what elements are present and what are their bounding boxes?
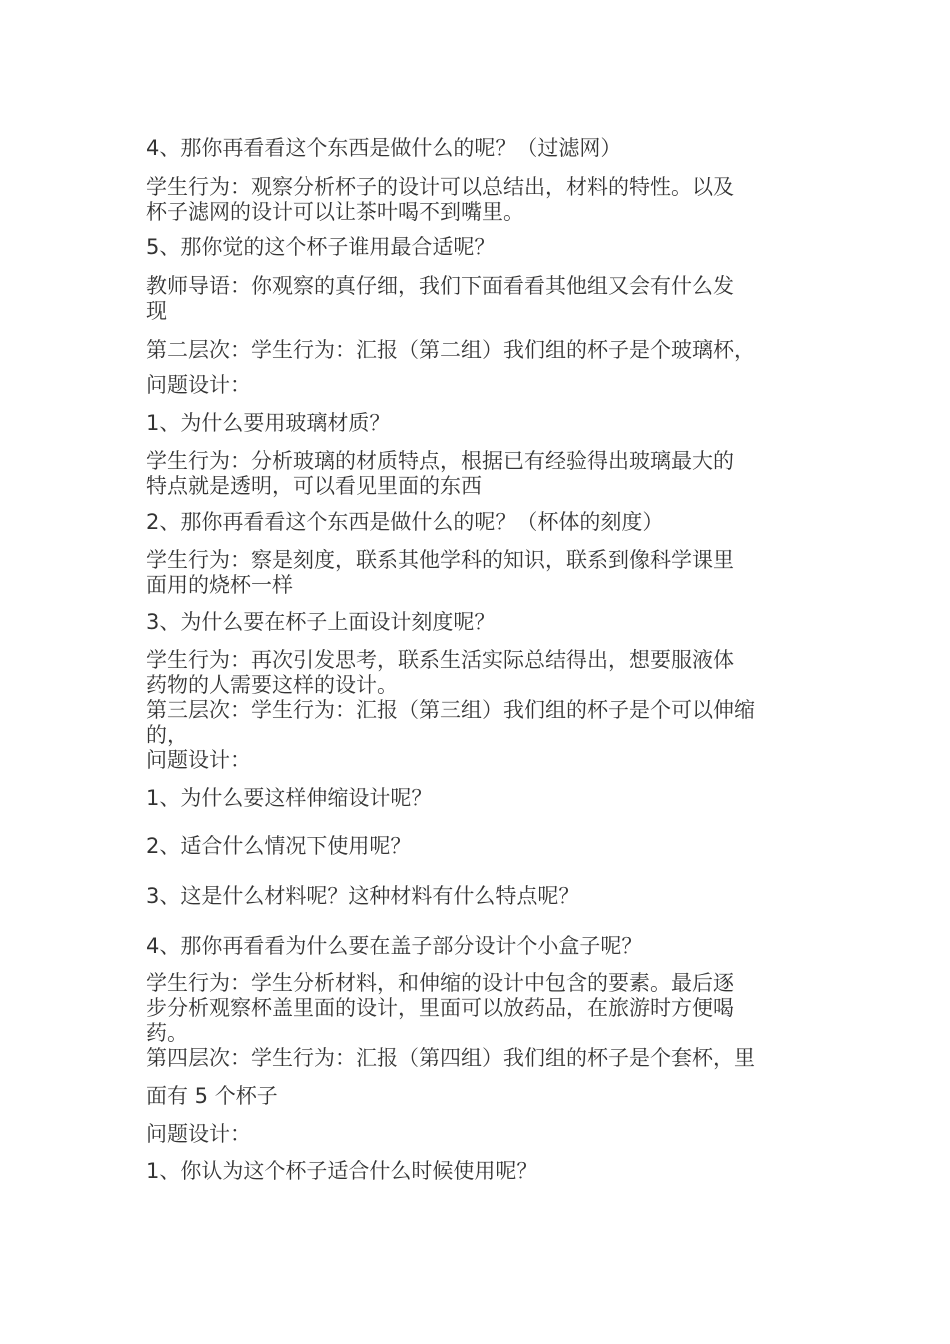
question-line: 5、那你觉的这个杯子谁用最合适呢？ (146, 235, 496, 259)
student-behavior-line: 药物的人需要这样的设计。 (146, 673, 398, 697)
student-behavior-line: 学生行为：再次引发思考，联系生活实际总结得出，想要服液体 (146, 648, 734, 672)
level-heading: 第四层次：学生行为：汇报（第四组）我们组的杯子是个套杯，里 (146, 1046, 755, 1070)
student-behavior-line: 特点就是透明，可以看见里面的东西 (146, 474, 482, 498)
question-line: 1、为什么要这样伸缩设计呢？ (146, 786, 433, 810)
level-heading: 的， (146, 723, 188, 747)
level-heading: 第二层次：学生行为：汇报（第二组）我们组的杯子是个玻璃杯， (146, 338, 755, 362)
question-line: 4、那你再看看这个东西是做什么的呢？（过滤网） (146, 136, 622, 160)
question-line: 4、那你再看看为什么要在盖子部分设计个小盒子呢？ (146, 934, 643, 958)
student-behavior-line: 面用的烧杯一样 (146, 573, 293, 597)
question-line: 3、这是什么材料呢？这种材料有什么特点呢？ (146, 884, 580, 908)
teacher-guide-line: 现 (146, 299, 167, 323)
question-design-label: 问题设计： (146, 748, 251, 772)
student-behavior-line: 杯子滤网的设计可以让茶叶喝不到嘴里。 (146, 200, 524, 224)
question-line: 1、为什么要用玻璃材质？ (146, 411, 391, 435)
question-line: 2、那你再看看这个东西是做什么的呢？（杯体的刻度） (146, 510, 664, 534)
student-behavior-line: 学生行为：学生分析材料，和伸缩的设计中包含的要素。最后逐 (146, 971, 734, 995)
question-line: 2、适合什么情况下使用呢？ (146, 834, 412, 858)
question-line: 1、你认为这个杯子适合什么时候使用呢？ (146, 1159, 538, 1183)
question-design-label: 问题设计： (146, 1122, 251, 1146)
question-line: 3、为什么要在杯子上面设计刻度呢？ (146, 610, 496, 634)
teacher-guide-line: 教师导语：你观察的真仔细，我们下面看看其他组又会有什么发 (146, 274, 734, 298)
student-behavior-line: 学生行为：分析玻璃的材质特点，根据已有经验得出玻璃最大的 (146, 449, 734, 473)
student-behavior-line: 学生行为：察是刻度，联系其他学科的知识，联系到像科学课里 (146, 548, 734, 572)
student-behavior-line: 学生行为：观察分析杯子的设计可以总结出，材料的特性。以及 (146, 175, 734, 199)
level-heading: 面有 5 个杯子 (146, 1084, 278, 1108)
level-heading: 第三层次：学生行为：汇报（第三组）我们组的杯子是个可以伸缩 (146, 698, 755, 722)
question-design-label: 问题设计： (146, 373, 251, 397)
student-behavior-line: 步分析观察杯盖里面的设计，里面可以放药品，在旅游时方便喝 (146, 996, 734, 1020)
student-behavior-line: 药。 (146, 1021, 188, 1045)
